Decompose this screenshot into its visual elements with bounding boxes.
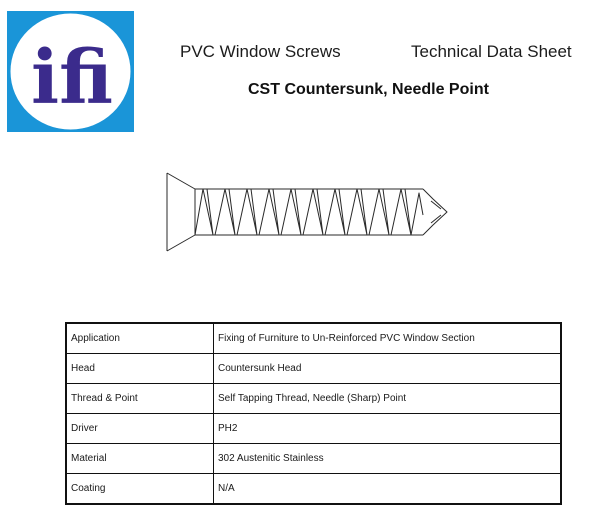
spec-label-application: Application xyxy=(66,323,214,354)
screw-drawing xyxy=(155,165,450,265)
spec-label-driver: Driver xyxy=(66,414,214,444)
ifi-logo xyxy=(7,11,134,132)
table-row xyxy=(66,354,561,384)
table-row xyxy=(66,444,561,474)
spec-value-material: 302 Austenitic Stainless xyxy=(214,444,562,474)
spec-value-driver: PH2 xyxy=(214,414,562,444)
table-row xyxy=(66,474,561,505)
spec-label-thread-point: Thread & Point xyxy=(66,384,214,414)
table-row xyxy=(66,384,561,414)
table-row xyxy=(66,323,561,354)
product-title: PVC Window Screws xyxy=(180,42,341,61)
spec-value-head: Countersunk Head xyxy=(214,354,562,384)
spec-table xyxy=(65,322,562,505)
document-type: Technical Data Sheet xyxy=(411,42,572,61)
screw-icon xyxy=(155,165,450,260)
product-subtitle: CST Countersunk, Needle Point xyxy=(248,81,489,98)
table-row xyxy=(66,414,561,444)
logo-text: ifi xyxy=(31,35,113,121)
spec-value-coating: N/A xyxy=(214,474,562,505)
spec-label-coating: Coating xyxy=(66,474,214,505)
spec-label-head: Head xyxy=(66,354,214,384)
spec-value-thread-point: Self Tapping Thread, Needle (Sharp) Point xyxy=(214,384,562,414)
spec-label-material: Material xyxy=(66,444,214,474)
spec-value-application: Fixing of Furniture to Un-Reinforced PVC Window Section xyxy=(214,323,562,354)
